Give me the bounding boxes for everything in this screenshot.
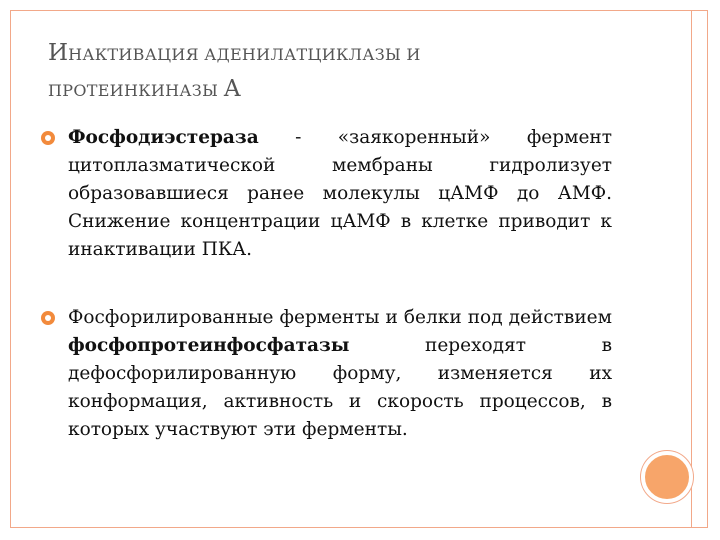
- decorative-circle: [641, 451, 693, 503]
- title-line-1: [48, 36, 648, 72]
- title-initial: И: [48, 40, 69, 66]
- bullet-circle-icon: [41, 131, 55, 145]
- title-final-letter: А: [223, 76, 241, 102]
- bullet-item-2: [40, 304, 612, 444]
- accent-line: [691, 10, 692, 528]
- title-line-2-text: ПРОТЕИНКИНАЗЫ: [48, 81, 224, 100]
- bullet-1-term: Фосфодиэстераза: [68, 127, 259, 148]
- slide-title: [48, 36, 648, 108]
- bullet-1-text: - «заякоренный» фермент цитоплазматической мембраны гидролизует образовавшиеся ранее молекулы цАМФ до АМФ. Снижение концентрации цАМФ в клетке приводит к инактивации ПКА.: [68, 127, 612, 260]
- bullet-2-term: фосфопротеинфосфатазы: [68, 335, 350, 356]
- title-line-2: [48, 72, 648, 108]
- title-line-1-text: НАКТИВАЦИЯ АДЕНИЛАТЦИКЛАЗЫ И: [68, 45, 421, 64]
- bullet-2-text-before: Фосфорилированные ферменты и белки под действием: [68, 307, 612, 328]
- bullet-2-text-after: переходят в дефосфорилированную форму, изменяется их конформация, активность и скорость процессов, в которых участвуют эти ферменты.: [68, 335, 612, 440]
- bullet-item-1: [40, 124, 612, 264]
- bullet-circle-icon: [41, 311, 55, 325]
- bullet-list: [40, 124, 612, 484]
